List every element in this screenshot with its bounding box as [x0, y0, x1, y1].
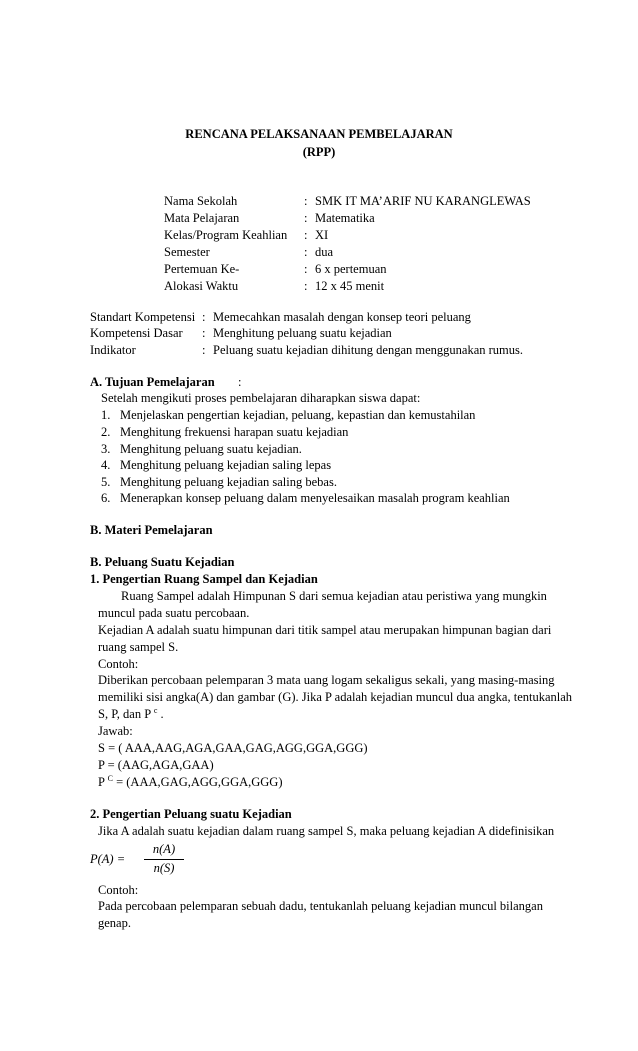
- paragraph-line: S = ( AAA,AAG,AGA,GAA,GAG,AGG,GGA,GGG): [98, 741, 368, 755]
- identity-value: dua: [315, 245, 334, 259]
- identity-value: 12 x 45 menit: [315, 279, 385, 293]
- identity-value: 6 x pertemuan: [315, 262, 387, 276]
- fraction-bar: [144, 859, 184, 860]
- paragraph-line: Pada percobaan pelemparan sebuah dadu, tentukanlah peluang kejadian muncul bilangan: [98, 899, 543, 913]
- list-item-number: 4.: [101, 458, 111, 472]
- paragraph-line: Ruang Sampel adalah Himpunan S dari semua kejadian atau peristiwa yang mungkin: [121, 589, 547, 603]
- list-item-number: 1.: [101, 408, 111, 422]
- identity-label: Mata Pelajaran: [164, 211, 240, 225]
- paragraph-line: muncul pada suatu percobaan.: [98, 606, 250, 620]
- identity-label: Semester: [164, 245, 210, 259]
- identity-label: Pertemuan Ke-: [164, 262, 240, 276]
- list-item-number: 5.: [101, 475, 111, 489]
- competency-colon: :: [202, 310, 206, 324]
- identity-value: SMK IT MA’ARIF NU KARANGLEWAS: [315, 194, 531, 208]
- probability-formula: [90, 842, 190, 878]
- competency-value: Memecahkan masalah dengan konsep teori peluang: [213, 310, 471, 324]
- part1-heading: 1. Pengertian Ruang Sampel dan Kejadian: [90, 572, 318, 586]
- part2-heading: 2. Pengertian Peluang suatu Kejadian: [90, 807, 292, 821]
- section-b-heading: B. Materi Pemelajaran: [90, 523, 213, 537]
- paragraph-line: Diberikan percobaan pelemparan 3 mata uang logam sekaligus sekali, yang masing-masing: [98, 673, 555, 687]
- competency-value: Menghitung peluang suatu kejadian: [213, 326, 392, 340]
- competency-label: Kompetensi Dasar: [90, 326, 183, 340]
- paragraph-line: Kejadian A adalah suatu himpunan dari titik sampel atau merupakan himpunan bagian dari: [98, 623, 552, 637]
- paragraph-line: Contoh:: [98, 657, 139, 671]
- section-a-heading: A. Tujuan Pemelajaran: [90, 375, 215, 389]
- paragraph-line: Contoh:: [98, 883, 139, 897]
- paragraph-line: P = (AAG,AGA,GAA): [98, 758, 214, 772]
- identity-colon: :: [304, 194, 308, 208]
- identity-colon: :: [304, 228, 308, 242]
- list-item: Menghitung peluang kejadian saling bebas.: [120, 475, 337, 489]
- paragraph-line: ruang sampel S.: [98, 640, 179, 654]
- paragraph-line: Jawab:: [98, 724, 133, 738]
- identity-value: XI: [315, 228, 329, 242]
- formula-numerator: n(A): [152, 842, 176, 856]
- competency-label: Indikator: [90, 343, 136, 357]
- identity-colon: :: [304, 279, 308, 293]
- list-item: Menghitung frekuensi harapan suatu kejadian: [120, 425, 349, 439]
- paragraph-line: S, P, dan P $^c$ .: [98, 705, 164, 721]
- competency-colon: :: [202, 343, 206, 357]
- list-item: Menghitung peluang kejadian saling lepas: [120, 458, 332, 472]
- identity-label: Alokasi Waktu: [164, 279, 239, 293]
- identity-label: Kelas/Program Keahlian: [164, 228, 288, 242]
- list-item: Menghitung peluang suatu kejadian.: [120, 442, 302, 456]
- identity-label: Nama Sekolah: [164, 194, 238, 208]
- identity-colon: :: [304, 262, 308, 276]
- formula-denominator: n(S): [153, 861, 175, 875]
- competency-value: Peluang suatu kejadian dihitung dengan menggunakan rumus.: [213, 343, 524, 357]
- list-item-number: 3.: [101, 442, 111, 456]
- list-item: Menjelaskan pengertian kejadian, peluang, kepastian dan kemustahilan: [120, 408, 476, 422]
- identity-value: Matematika: [315, 211, 375, 225]
- list-item-number: 6.: [101, 491, 111, 505]
- paragraph-line: genap.: [98, 916, 131, 930]
- document-subtitle: (RPP): [302, 145, 336, 159]
- paragraph-line: P $^C$ = (AAA,GAG,AGG,GGA,GGG): [98, 773, 283, 789]
- competency-colon: :: [202, 326, 206, 340]
- identity-colon: :: [304, 245, 308, 259]
- list-item: Menerapkan konsep peluang dalam menyelesaikan masalah program keahlian: [120, 491, 510, 505]
- document-title: RENCANA PELAKSANAAN PEMBELAJARAN: [185, 127, 453, 141]
- paragraph-line: Jika A adalah suatu kejadian dalam ruang sampel S, maka peluang kejadian A didefinisikan: [98, 824, 555, 838]
- section-b-subheading: B. Peluang Suatu Kejadian: [90, 555, 235, 569]
- section-a-colon: :: [238, 375, 242, 389]
- paragraph-line: memiliki sisi angka(A) dan gambar (G). Jika P adalah kejadian muncul dua angka, tentukanlah: [98, 690, 573, 704]
- section-a-intro: Setelah mengikuti proses pembelajaran diharapkan siswa dapat:: [101, 391, 421, 405]
- formula-lhs: P(A) =: [90, 852, 126, 866]
- identity-colon: :: [304, 211, 308, 225]
- competency-label: Standart Kompetensi: [90, 310, 196, 324]
- list-item-number: 2.: [101, 425, 111, 439]
